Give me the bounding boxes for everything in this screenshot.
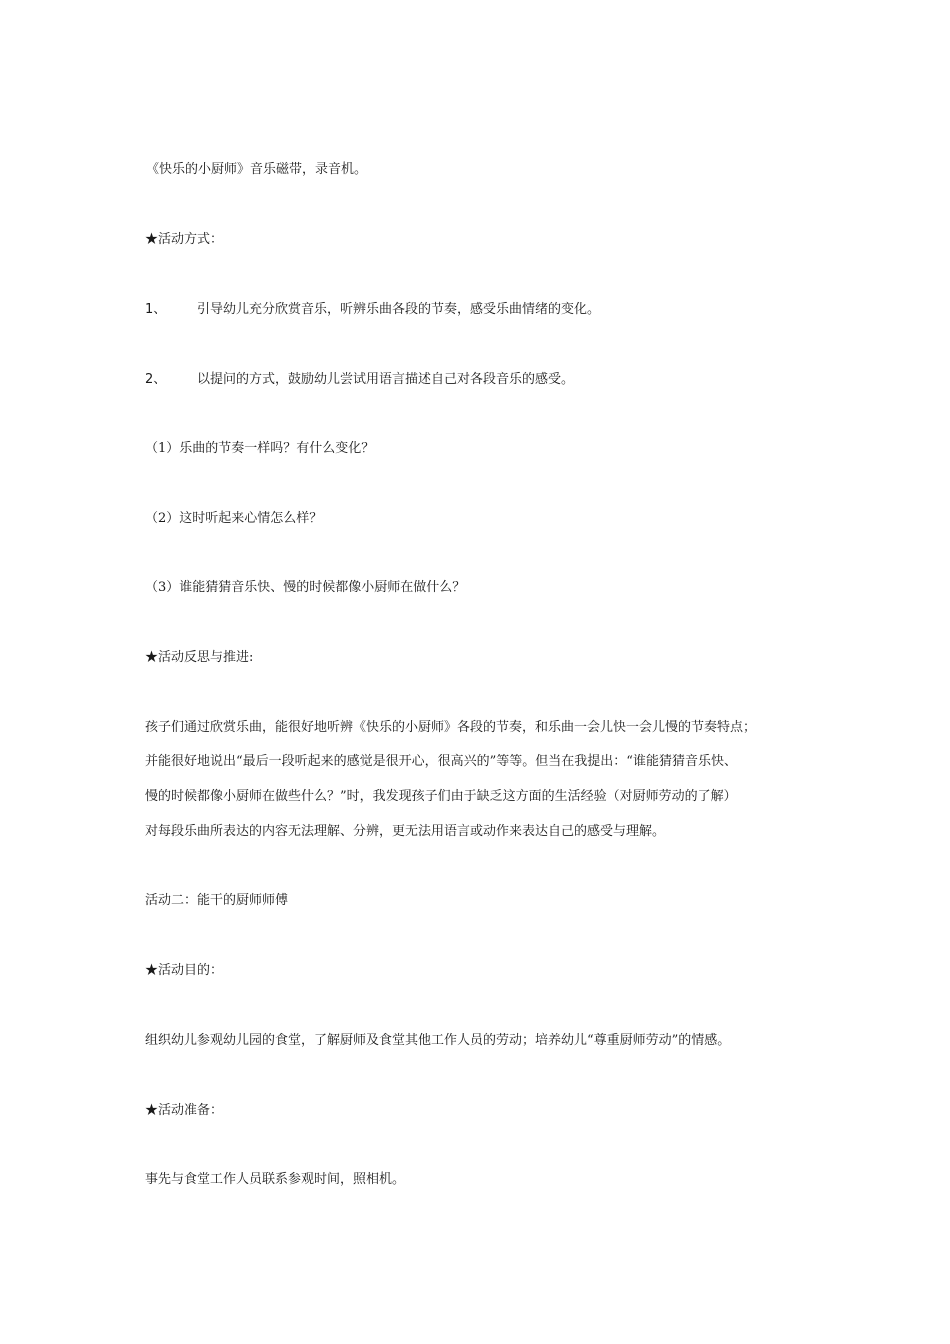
method-item-1-text: 引导幼儿充分欣赏音乐，听辨乐曲各段的节奏，感受乐曲情绪的变化。 [197,302,601,317]
activity-two-title: 活动二：能干的厨师师傅 [145,893,289,908]
goal-text: 组织幼儿参观幼儿园的食堂，了解厨师及食堂其他工作人员的劳动；培养幼儿“尊重厨师劳动”的情感。 [145,1033,731,1048]
reflection-line-3: 慢的时候都像小厨师在做些什么？”时，我发现孩子们由于缺乏这方面的生活经验（对厨师劳动的了解） [145,789,737,804]
reflection-line-1: 孩子们通过欣赏乐曲，能很好地听辨《快乐的小厨师》各段的节奏，和乐曲一会儿快一会儿慢的节奏特点； [145,720,757,735]
question-3: （3）谁能猜猜音乐快、慢的时候都像小厨师在做什么？ [145,580,466,595]
method-item-2 [145,371,574,389]
prep-heading: ★活动准备： [145,1103,224,1118]
method-item-1 [145,301,600,319]
method-heading: ★活动方式： [145,232,224,247]
goal-heading: ★活动目的： [145,963,224,978]
materials-line: 《快乐的小厨师》音乐磁带，录音机。 [146,162,368,177]
method-item-2-number: 2、 [145,372,167,387]
method-item-2-text: 以提问的方式，鼓励幼儿尝试用语言描述自己对各段音乐的感受。 [197,372,575,387]
question-2: （2）这时听起来心情怎么样？ [145,511,323,526]
reflection-heading: ★活动反思与推进: [145,650,254,665]
prep-text: 事先与食堂工作人员联系参观时间，照相机。 [145,1172,406,1187]
question-1: （1）乐曲的节奏一样吗？有什么变化？ [145,441,375,456]
reflection-line-4: 对每段乐曲所表达的内容无法理解、分辨，更无法用语言或动作来表达自己的感受与理解。 [145,824,666,839]
reflection-line-2: 并能很好地说出“最后一段听起来的感觉是很开心，很高兴的”等等。但当在我提出：“谁能猜猜音乐快、 [145,754,737,769]
method-item-1-number: 1、 [145,302,167,317]
